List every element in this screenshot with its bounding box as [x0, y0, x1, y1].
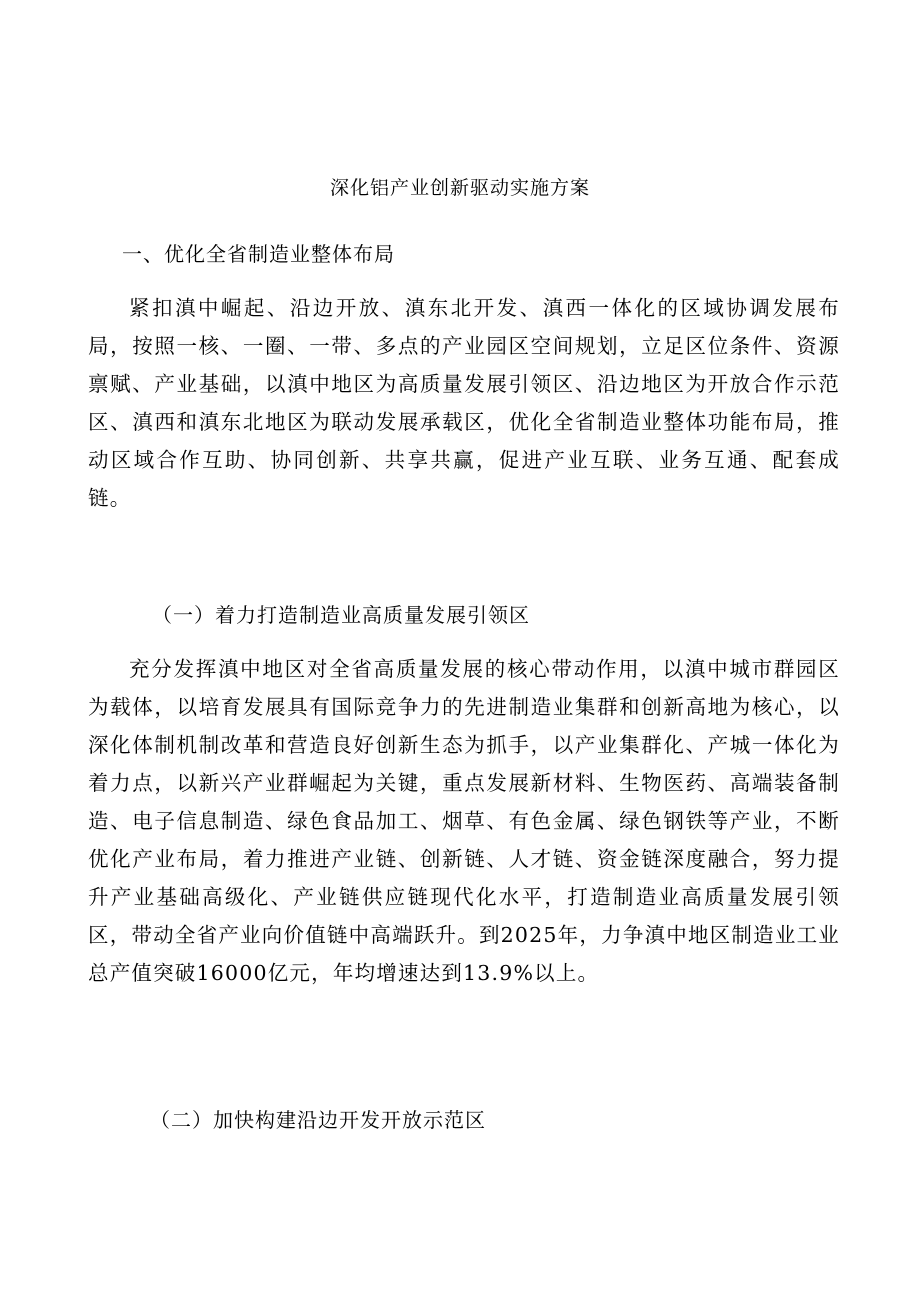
- section-heading: 一、优化全省制造业整体布局: [122, 242, 395, 266]
- section-paragraph: 紧扣滇中崛起、沿边开放、滇东北开发、滇西一体化的区域协调发展布局，按照一核、一圈、一带、多点的产业园区空间规划，立足区位条件、资源禀赋、产业基础，以滇中地区为高质量发展引领区、沿边地区为开放合作示范区、滇西和滇东北地区为联动发展承载区，优化全省制造业整体功能布局，推动区域合作互助、协同创新、共享共赢，促进产业互联、业务互通、配套成链。: [88, 296, 840, 510]
- subsection-heading-1: （一）着力打造制造业高质量发展引领区: [152, 603, 530, 627]
- subsection-paragraph-1: 充分发挥滇中地区对全省高质量发展的核心带动作用，以滇中城市群园区为载体，以培育发展具有国际竞争力的先进制造业集群和创新高地为核心，以深化体制机制改革和营造良好创新生态为抓手，以产业集群化、产城一体化为着力点，以新兴产业群崛起为关键，重点发展新材料、生物医药、高端装备制造、电子信息制造、绿色食品加工、烟草、有色金属、绿色钢铁等产业，不断优化产业布局，着力推进产业链、创新链、人才链、资金链深度融合，努力提升产业基础高级化、产业链供应链现代化水平，打造制造业高质量发展引领区，带动全省产业向价值链中高端跃升。到2025年，力争滇中地区制造业工业总产值突破16000亿元，年均增速达到13.9%以上。: [88, 657, 840, 985]
- document-title: 深化铝产业创新驱动实施方案: [329, 177, 590, 199]
- subsection-heading-2: （二）加快构建沿边开发开放示范区: [150, 1108, 486, 1132]
